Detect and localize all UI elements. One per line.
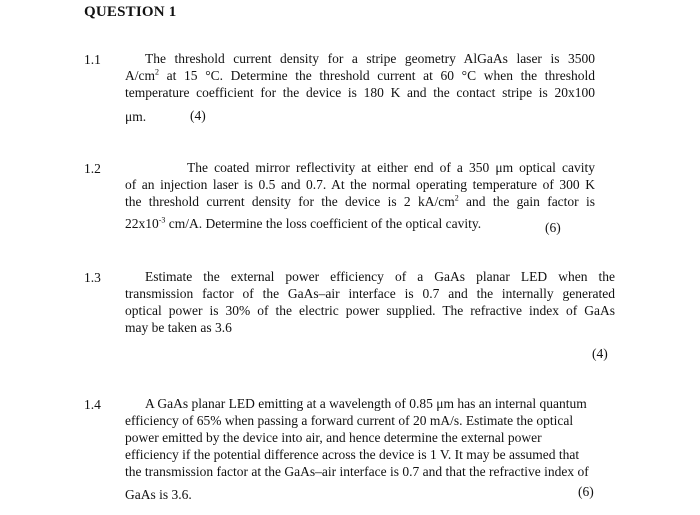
- marks-label: (6): [545, 220, 561, 235]
- question-line: The coated mirror reflectivity at either end of a 350 μm optical cavity: [187, 160, 595, 175]
- question-line: may be taken as 3.6: [125, 320, 232, 335]
- question-line: The threshold current density for a stripe geometry AlGaAs laser is 3500: [145, 51, 595, 66]
- question-line-fragment: and the gain factor is: [466, 194, 595, 209]
- question-line: power emitted by the device into air, and hence determine the external power: [125, 430, 542, 445]
- question-line: [125, 67, 595, 84]
- question-line-fragment: 22x10: [125, 216, 159, 231]
- question-line: efficiency if the potential difference across the device is 1 V. It may be assumed that: [125, 447, 580, 462]
- superscript: 2: [155, 67, 159, 77]
- marks-label: (4): [190, 108, 206, 123]
- question-line: transmission factor of the GaAs–air interface is 0.7 and the internally generated: [125, 286, 615, 301]
- page-heading: QUESTION 1: [84, 4, 177, 20]
- question-number: 1.3: [84, 270, 101, 285]
- question-line: [125, 215, 595, 232]
- question-line: A GaAs planar LED emitting at a wavelength of 0.85 μm has an internal quantum: [145, 396, 587, 411]
- marks-label: (4): [592, 346, 608, 361]
- question-line-fragment: A/cm: [125, 68, 155, 83]
- question-number: 1.4: [84, 397, 101, 412]
- marks-label: (6): [578, 484, 594, 499]
- question-line: of an injection laser is 0.5 and 0.7. At the normal operating temperature of 300 K: [125, 177, 595, 192]
- question-line-fragment: cm/A. Determine the loss coefficient of the optical cavity.: [168, 216, 482, 231]
- question-line: Estimate the external power efficiency of a GaAs planar LED when the: [145, 269, 615, 284]
- question-line: the transmission factor at the GaAs–air interface is 0.7 and that the refractive index of: [125, 464, 589, 479]
- question-text: [125, 395, 615, 503]
- question-number: 1.1: [84, 52, 101, 67]
- superscript: 2: [454, 193, 459, 203]
- question-line: μm.: [125, 109, 147, 124]
- question-line-fragment: at 15 °C. Determine the threshold current at 60 °C when the threshold: [166, 68, 596, 83]
- question-line: GaAs is 3.6.: [125, 487, 192, 502]
- question-line-fragment: the threshold current density for the device is 2 kA/cm: [125, 194, 455, 209]
- question-line: optical power is 30% of the electric power supplied. The refractive index of GaAs: [125, 303, 615, 318]
- question-text: [125, 268, 615, 336]
- question-text: [125, 159, 595, 232]
- superscript: -3: [158, 215, 166, 225]
- question-line: [125, 193, 595, 210]
- question-line: efficiency of 65% when passing a forward current of 20 mA/s. Estimate the optical: [125, 413, 574, 428]
- question-number: 1.2: [84, 161, 101, 176]
- question-line: temperature coefficient for the device is 180 K and the contact stripe is 20x100: [125, 85, 595, 100]
